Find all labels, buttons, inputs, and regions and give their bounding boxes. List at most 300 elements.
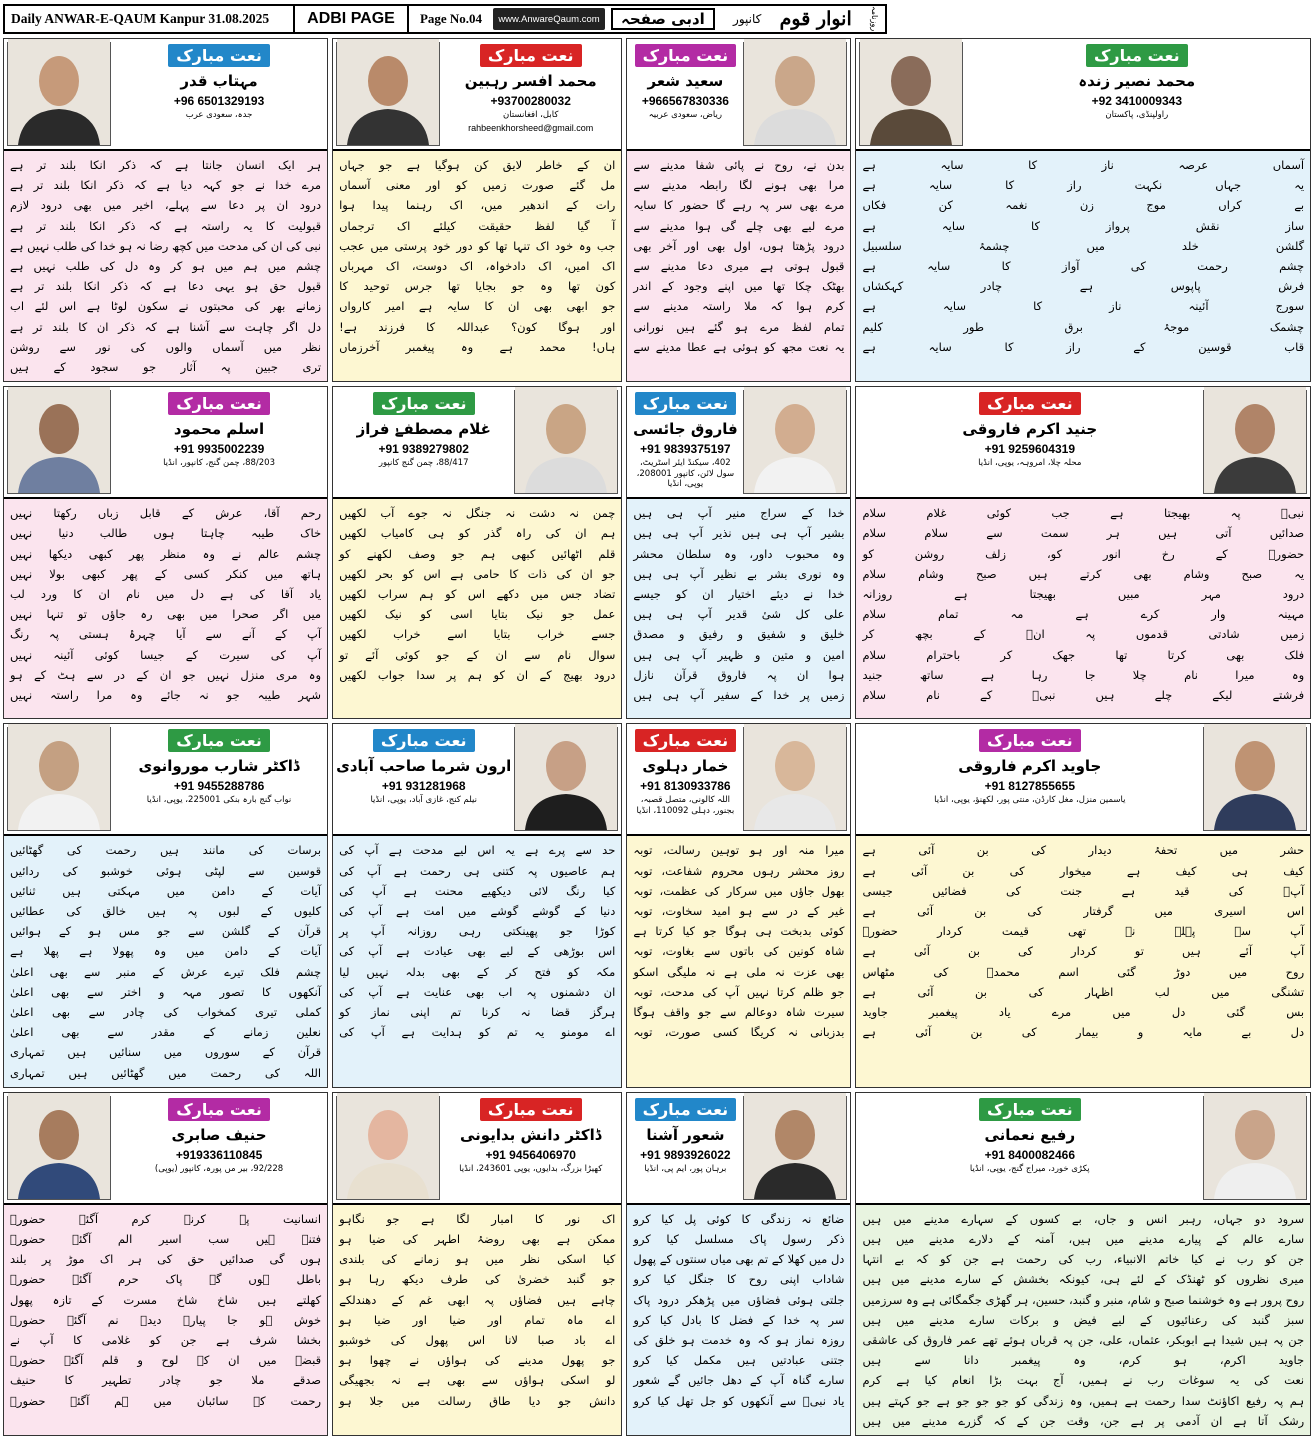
verse-line: مرا بھی ہونے لگا رابطہ مدینے سے <box>633 178 845 193</box>
poet-address: 92/228، بیر مں پورہ، کانپور (یوپی) <box>154 1163 284 1174</box>
naat-card <box>855 723 1311 1087</box>
naat-mubarak-badge: نعت مبارک <box>168 1098 270 1121</box>
masthead-date-line: Daily ANWAR-E-QAUM Kanpur 31.08.2025 <box>5 6 295 32</box>
poet-phone: +91 9935002239 <box>173 442 265 457</box>
naat-verses <box>856 499 1310 718</box>
verse-line: قبول ہوتی ہے میری دعا مدینے سے <box>633 259 845 274</box>
verse-line: جتنی عبادتیں ہیں مکمل کیا کرو <box>633 1353 845 1368</box>
naat-mubarak-badge: نعت مبارک <box>635 392 737 415</box>
verse-line: جب وہ خود اک تنہا تھا کو دور خود پرستی میں عجب <box>339 238 616 253</box>
poet-name: محمد افسر رہبین <box>464 72 597 90</box>
poet-photo <box>7 1096 111 1200</box>
verse-line: جو گنبد خضریٰ کی طرف دیکھ رہا ہو <box>339 1272 616 1287</box>
poet-info <box>859 390 1200 494</box>
verse-line: شاہ کونین کی باتوں سے بغاوت، توبہ <box>633 944 845 959</box>
naat-verses <box>333 836 621 1086</box>
card-header <box>4 387 327 499</box>
verse-line: آپ کے آنے سے آیا چہرۂ ہستی پہ رنگ <box>10 627 322 642</box>
verse-line: لو اسکی ہواؤں سے بھی ہے نہ بجھیگی <box>339 1373 616 1388</box>
poet-photo <box>336 1096 440 1200</box>
masthead <box>3 4 887 34</box>
verse-line: قبضے میں ان کے لوح و قلم آگئے حضورؐ <box>10 1353 322 1368</box>
verse-line: غیر کے در سے ہو امید سخاوت، توبہ <box>633 903 845 918</box>
verse-line: بدن نے، روح نے پائی شفا مدینے سے <box>633 158 845 172</box>
masthead-urdu-block <box>605 6 885 31</box>
card-header <box>333 39 621 151</box>
verse-line: یہ نعت مجھ کو ہوئی ہے عطا مدینے سے <box>633 339 845 354</box>
verse-line: قبولیت کا یہ راستہ ہے کہ ذکر انکا بلند تر ہے <box>10 218 322 233</box>
naat-card <box>332 386 622 719</box>
verse-line: ہاتھ میں کنکر کسی کے پھر کبھی بولا نہیں <box>10 566 322 581</box>
verse-line: آپؐ کی قید ہے جنت کی فضائیں جیسی <box>862 883 1305 898</box>
verse-line: قبول حق ہو یہی دعا ہے کہ ذکر انکا بلند تر ہے <box>10 279 322 294</box>
verse-line: گلشن خلد میں چشمۂ سلسبیل <box>862 238 1305 253</box>
verse-line: ان کے خاطر لایق کن ہوگیا ہے جو جہاں <box>339 158 616 172</box>
card-header <box>856 39 1310 151</box>
poet-phone: +919336110845 <box>175 1147 263 1162</box>
verse-line: درود بھیج کے ان کو ہم پر سدا جواب لکھیں <box>339 667 616 682</box>
card-header <box>4 1093 327 1205</box>
verse-line: بشیر آپ ہی ہیں نذیر آپ ہی ہیں <box>633 526 845 541</box>
poet-portrait-icon <box>1204 724 1306 830</box>
naat-mubarak-badge: نعت مبارک <box>168 392 270 415</box>
verse-line: نعت کی یہ سوغات رب نے ہمیں، آج بہت بڑا انعام کیا ہے کرم <box>862 1373 1305 1388</box>
poet-portrait-icon <box>1204 387 1306 493</box>
naat-verses <box>4 151 327 381</box>
verse-line: نبی کی ان کی مدحت میں کچھ رضا نہ ہو خدا کی طلب نہیں ہے <box>10 238 322 253</box>
verse-line: اے باد صبا لانا اس پھول کی خوشبو <box>339 1332 616 1347</box>
verse-line: قرآن کے گلشن سے جو مس ہو کے ہوائیں <box>10 924 322 939</box>
verse-line: خوش ہو جا پیارے دیدہ نم آگئے حضورؐ <box>10 1312 322 1327</box>
verse-line: یہ جہاں نکہت راز کا سایہ ہے <box>862 178 1305 193</box>
poet-address: کابل، افغانستان <box>503 110 559 120</box>
poet-name: اسلم محمود <box>173 420 265 439</box>
verse-line: زمانے بھر کی محبتوں نے سکون لوٹا ہے اس لئے اب <box>10 299 322 314</box>
naat-mubarak-badge: نعت مبارک <box>480 44 582 67</box>
poet-photo <box>514 390 618 494</box>
poet-phone: +96 6501329193 <box>173 94 265 108</box>
verse-line: رشک آتا ہے ان آدمی پر ہے جن، وقت جن کے کہ گزرے مدینے میں ہیں <box>862 1413 1305 1428</box>
poet-info <box>859 727 1200 831</box>
poet-info <box>630 42 740 146</box>
verse-line: کیا اسکی نظر میں ہو زمانے کی بلندی <box>339 1252 616 1267</box>
naat-mubarak-badge: نعت مبارک <box>373 392 475 415</box>
verse-line: حشر میں تحفۂ دیدار کی بن آئی ہے <box>862 843 1305 858</box>
verse-line: بھی عزت نہ ملی ہے نہ ملیگی اسکو <box>633 964 845 979</box>
verse-line: دل اگر چاہت سے آشنا ہے کہ ذکر ان کا بلند تر ہے <box>10 319 322 334</box>
naat-verses <box>4 836 327 1086</box>
poet-name: ڈاکٹر دانش بدایونی <box>460 1125 602 1144</box>
poet-phone: +91 9389279802 <box>378 442 469 457</box>
poet-phone: +91 8130933786 <box>640 779 731 794</box>
poet-photo <box>859 42 963 146</box>
card-header <box>333 387 621 499</box>
verse-line: کیف ہی کیف ہے میخوار کی بن آئی ہے <box>862 863 1305 878</box>
poet-address: نواب گنج بارہ بنکی 225001، یوپی، انڈیا <box>146 795 292 806</box>
verse-line: ہر ایک انسان جانتا ہے کہ ذکر انکا بلند تر ہے <box>10 158 322 172</box>
verse-line: دانش جو دیا طاق رسالت میں جلا ہو <box>339 1393 616 1408</box>
poet-name: سعید شعر <box>647 72 724 90</box>
verse-line: آیات کے دامن میں وہ پھولا ہے پھلا ہے <box>10 944 322 959</box>
naat-card <box>3 1092 328 1436</box>
verse-line: ضائع نہ زندگی کا کوئی پل کیا کرو <box>633 1211 845 1226</box>
verse-line: فرشتے لیکے چلے ہیں نبیؐ کے نام سلام <box>862 688 1305 703</box>
verse-line: اس اسیری میں گرفتار کی بن آئی ہے <box>862 903 1305 918</box>
poet-name: شعور آشنا <box>646 1125 725 1144</box>
card-header <box>856 387 1310 499</box>
verse-line: عمل جو نیک بتایا اسی کو نیک لکھیں <box>339 607 616 622</box>
verse-line: سارے عالم کے پیارے مدینے میں ہیں، آمنہ کے دلارے مدینے میں ہیں <box>862 1231 1305 1246</box>
verse-line: کوئی بدبخت ہی ہوگا جو کیا کرتا ہے <box>633 924 845 939</box>
poet-info <box>443 1096 618 1200</box>
poet-photo <box>7 727 111 831</box>
verse-line: جو ابھی بھی ان کا سایہ ہے امیر کارواں <box>339 299 616 314</box>
verse-line: یہ صبح وشام بھی کرتے ہیں صبح وشام سلام <box>862 566 1305 581</box>
verse-line: کون تھا وہ جو بجایا تھا جرس توحید کا <box>339 279 616 294</box>
verse-line: علی کل شیٔ قدیر آپ ہی ہیں <box>633 607 845 622</box>
verse-line: کوڑا جو پھینکتی رہی روزانہ آپ پر <box>339 924 616 939</box>
verse-line: رحم آقا، عرش کے قابل زباں رکھتا نہیں <box>10 506 322 521</box>
verse-line: روح پرور ہے وہ خوشنما صبح و شام، منبر و گنبد، حسین، ہر گھڑی جگمگائی ہے وہ سرزمیں <box>862 1292 1305 1307</box>
naat-verses <box>4 1205 327 1435</box>
naat-verses <box>856 151 1310 381</box>
naat-verses <box>627 151 850 381</box>
verse-line: دل بے مایہ و بیمار کی بن آئی ہے <box>862 1025 1305 1040</box>
verse-line: قوسین سے لپٹی ہوئی خوشبو کی ردائیں <box>10 863 322 878</box>
verse-line: بھول جاؤں میں سرکار کی عظمت، توبہ <box>633 883 845 898</box>
naat-card <box>332 723 622 1087</box>
poet-photo <box>743 390 847 494</box>
verse-line: ہاں! محمد ہے وہ پیغمبر آخرزماں <box>339 339 616 354</box>
verse-line: مل گئے صورت زمیں کو اور معنی آسماں <box>339 178 616 193</box>
naat-verses <box>4 499 327 718</box>
naat-card <box>332 1092 622 1436</box>
verse-line: حد سے پرے ہے یہ اس لیے مدحت ہے آپ کی <box>339 843 616 858</box>
verse-line: مرے لیے بھی چلے گی ہوا مدینے سے <box>633 218 845 233</box>
poet-info <box>114 1096 324 1200</box>
verse-line: اک امیں، اک دادخواہ، اک دوست، اک مہرباں <box>339 259 616 274</box>
verse-line: جن پہ ہیں شیدا ہے ابوبکر، عثماں، علی، جن پہ قرباں ہوئے تھے عمر فاروق کی عاشقی <box>862 1332 1305 1347</box>
verse-line: دل میں کھلا کے تم بھی میاں سنتوں کے پھول <box>633 1252 845 1267</box>
card-header <box>627 39 850 151</box>
verse-line: ممکن ہے بھی روضۂ اطہر کی ضیا ہو <box>339 1231 616 1246</box>
verse-line: ساز نقش پرواز کا سایہ ہے <box>862 218 1305 233</box>
verse-line: فرش پاپوس ہے چادر کہکشاں <box>862 279 1305 294</box>
poet-name: محمد نصیر زندہ <box>1078 72 1196 90</box>
card-header <box>627 387 850 499</box>
poet-address: 88/203، چمن گنج، کانپور، انڈیا <box>163 458 275 469</box>
card-header <box>856 724 1310 836</box>
poet-address: 88/417، چمن گنج کانپور <box>378 458 469 469</box>
poet-phone: +91 9456406970 <box>485 1147 576 1162</box>
masthead-adbi-page: ADBI PAGE <box>295 6 409 32</box>
verse-line: اے ماہ تمام اور ضیا اور ضیا ہو <box>339 1312 616 1327</box>
verse-line: آیات کے دامن میں مہکتی ہیں ثنائیں <box>10 883 322 898</box>
verse-line: خدا نے دیئے اختیار ان کو جیسے <box>633 587 845 602</box>
verse-line: روز محشر رہوں محروم شفاعت، توبہ <box>633 863 845 878</box>
poet-address: ریاض، سعودی عربیہ <box>648 110 722 120</box>
poet-name: خمار دہلوی <box>642 757 729 776</box>
verse-line: اے مومنو یہ تم کو ہدایت ہے آپ کی <box>339 1025 616 1040</box>
verse-line: میرا منہ اور ہو توہین رسالت، توبہ <box>633 843 845 858</box>
verse-line: زمیں پر خدا کے سفیر آپ ہی ہیں <box>633 688 845 703</box>
verse-line: سوال نام سے ان کے جو کوئی آئے تو <box>339 647 616 662</box>
verse-line: کلیوں کے لبوں پہ ہیں خالق کی عطائیں <box>10 903 322 918</box>
poet-portrait-icon <box>515 387 617 493</box>
verse-line: جو ان کی ذات کا حامی ہے اس کو بحر لکھیں <box>339 566 616 581</box>
naat-mubarak-badge: نعت مبارک <box>635 44 737 67</box>
verse-line: یاد نبیؐ سے آنکھوں کو جل تھل کیا کرو <box>633 1393 845 1408</box>
verse-line: آنکھوں کا تصور مہہ و اختر سے بھی اعلیٰ <box>10 984 322 999</box>
verse-line: مرے خدا نے جو کہہ دیا ہے کہ ذکر انکا بلند تر ہے <box>10 178 322 193</box>
card-header <box>333 1093 621 1205</box>
masthead-urdu-title: انوار قوم <box>779 7 852 30</box>
poet-address: یاسمین منزل، مغل کارڈن، منتی پور، لکھنؤ، یوپی، انڈیا <box>934 795 1126 806</box>
verse-line: تضاد جس میں دکھے اس کو ہم سراب لکھیں <box>339 587 616 602</box>
verse-line: اک نور کا امبار لگا ہے جو نگاہو <box>339 1211 616 1226</box>
verse-line: شاداب اپنی روح کا جنگل کیا کرو <box>633 1272 845 1287</box>
naat-card <box>626 723 851 1087</box>
verse-line: ان دشمنوں پہ اب بھی عنایت ہے آپ کی <box>339 984 616 999</box>
poet-phone: +91 9839375197 <box>640 442 731 457</box>
verse-line: درود پڑھتا ہوں، اول بھی اور آخر بھی <box>633 238 845 253</box>
poet-phone: +91 931281968 <box>381 779 466 794</box>
verse-line: فتنے ہیں سب اسیر الم آگئے حضورؐ <box>10 1231 322 1246</box>
poet-info <box>114 727 324 831</box>
poet-address: پکڑی خورد، میراج گنج، یوپی، انڈیا <box>969 1163 1090 1174</box>
verse-line: تری جبین پہ آثار جو سجود کے ہیں <box>10 360 322 375</box>
verse-line: کیا رنگ لائی دیکھیے محنت ہے آپ کی <box>339 883 616 898</box>
verse-line: سیرت شاہ دوعالم سے جو واقف ہوگا <box>633 1004 845 1019</box>
poet-info <box>114 42 324 146</box>
naat-mubarak-badge: نعت مبارک <box>979 392 1081 415</box>
verse-line: سورج آئینہ ناز کا سایہ ہے <box>862 299 1305 314</box>
verse-line: بدزبانی نہ کریگا کسی صورت، توبہ <box>633 1025 845 1040</box>
poet-info <box>336 390 511 494</box>
card-header <box>627 724 850 836</box>
naat-mubarak-badge: نعت مبارک <box>168 729 270 752</box>
verse-line: حضورؐ کے رخ انور کو، زلف روشن کو <box>862 546 1305 561</box>
naat-verses <box>856 836 1310 1086</box>
naat-verses <box>333 151 621 381</box>
poet-portrait-icon <box>744 39 846 145</box>
verse-line: نعلین زمانے کے مقدر سے بھی اعلیٰ <box>10 1025 322 1040</box>
naat-card <box>855 1092 1311 1436</box>
poet-info <box>630 727 740 831</box>
poet-portrait-icon <box>744 724 846 830</box>
poet-name: غلام مصطفےٰ فراز <box>356 420 491 439</box>
verse-line: چشم فلک تیرے عرش کے منبر سے بھی اعلیٰ <box>10 964 322 979</box>
verse-line: نبیؐ پہ بھیجتا ہے جب کوئی غلام سلام <box>862 506 1305 521</box>
verse-line: میں اگر صحرا میں بھی رہ جاؤں تو تنہا نہیں <box>10 607 322 622</box>
poet-address: محلہ چلا، امروہہ، یوپی، انڈیا <box>978 458 1082 469</box>
verse-line: بس گئی دل میں مرے یاد پیغمبر جاوید <box>862 1004 1305 1019</box>
verse-line: یاد آقا کی ہے دل میں نام ان کا ورد لب <box>10 587 322 602</box>
poet-photo <box>514 727 618 831</box>
poet-name: حنیف صابری <box>171 1125 267 1144</box>
verse-line: قرآن کے سوروں میں سنائیں ہیں تمہاری <box>10 1045 322 1060</box>
poet-name: جاوید اکرم فاروقی <box>958 757 1102 776</box>
poet-name: رفیع نعمانی <box>984 1125 1076 1144</box>
verse-line: جو ظلم کرتا نہیں آپ کی مدحت، توبہ <box>633 984 845 999</box>
verse-line: درود مہر مبیں بھیجتا ہے روزانہ <box>862 587 1305 602</box>
poet-phone: +91 9455288786 <box>173 779 265 794</box>
naat-card <box>626 1092 851 1436</box>
verse-line: بخشا شرف ہے جن کو غلامی کا آپ نے <box>10 1332 322 1347</box>
verse-line: ہوں گی صدائیں حق کی ہر اک موڑ پر بلند <box>10 1252 322 1267</box>
verse-line: جسے خراب بتایا اسے خراب لکھیں <box>339 627 616 642</box>
verse-line: آ گیا لفظ حقیقت کیلئے اک ترجماں <box>339 218 616 233</box>
verse-line: چمن نہ دشت نہ جنگل نہ جوے آب لکھیں <box>339 506 616 521</box>
naat-card <box>3 723 328 1087</box>
poet-photo <box>1203 727 1307 831</box>
verse-line: برسات کی مانند ہیں رحمت کی گھٹائیں <box>10 843 322 858</box>
verse-line: آپ آئے ہیں تو کردار کی بن آئی ہے <box>862 944 1305 959</box>
poet-portrait-icon <box>8 39 110 145</box>
verse-line: آسماں عرصہ ناز کا سایہ ہے <box>862 158 1305 172</box>
verse-line: وہ میرا نام چلا جا رہا ہے ساتھ جنید <box>862 667 1305 682</box>
naat-mubarak-badge: نعت مبارک <box>979 729 1081 752</box>
verse-line: چشمک موجۂ برق طور کلیم <box>862 319 1305 334</box>
poet-name: ارون شرما صاحب آبادی <box>336 757 512 776</box>
verse-line: شہر طیبہ جو نہ جائے وہ مرا راستہ نہیں <box>10 688 322 703</box>
poet-photo <box>743 42 847 146</box>
verse-line: خاک طیبہ چاہتا ہوں طالب دنیا نہیں <box>10 526 322 541</box>
verse-line: ہرگز قضا نہ کرنا تم اپنی نماز کو <box>339 1004 616 1019</box>
verse-line: بے کراں موج زن نغمہ کن فکاں <box>862 198 1305 213</box>
verse-line: تمام لفظ مرے ہو گئے ہیں نورانی <box>633 319 845 334</box>
verse-line: مکہ کو فتح کر کے بھی بدلہ نہیں لیا <box>339 964 616 979</box>
naat-card <box>3 38 328 382</box>
verse-line: میری نظروں کو ٹھنڈک کے لئے ہی، کیونکہ بخشش کے سارے مدینے میں ہیں <box>862 1272 1305 1287</box>
poet-address: برہان پور، ایم پی، انڈیا <box>644 1163 727 1174</box>
poet-portrait-icon <box>8 1093 110 1199</box>
poet-email[interactable]: rahbeenkhorsheed@gmail.com <box>468 122 594 133</box>
naat-card <box>855 38 1311 382</box>
verse-line: جو پھول مدینے کی ہواؤں نے چھوا ہو <box>339 1353 616 1368</box>
poet-phone: +91 8127855655 <box>984 779 1075 794</box>
verse-line: کھلتے ہیں شاخ شاخ مسرت کے تازہ پھول <box>10 1292 322 1307</box>
verse-line: ہم پہ رفیع اکاؤنٹ سدا رحمت ہے ہمیں، وہ زندگی کو جو جو جو ہے جو کہتے ہیں <box>862 1393 1305 1408</box>
naat-card <box>626 386 851 719</box>
verse-line: آپ سے پہلے نہ تھی قیمت کردار حضورؐ <box>862 924 1305 939</box>
poet-portrait-icon <box>860 39 962 145</box>
verse-line: آپ کی سیرت کے جیسا کوئی آئینہ نہیں <box>10 647 322 662</box>
naat-verses <box>856 1205 1310 1435</box>
verse-line: چشم رحمت کی آواز کا سایہ ہے <box>862 259 1305 274</box>
poet-phone: +966567830336 <box>641 94 729 108</box>
verse-line: انسانیت پہ کرنے کرم آگئے حضورؐ <box>10 1211 322 1226</box>
poet-address: نیلم کنج، غازی آباد، یوپی، انڈیا <box>370 795 477 806</box>
naat-card <box>626 38 851 382</box>
poet-address: جدہ، سعودی عرب <box>185 110 253 120</box>
poet-photo <box>336 42 440 146</box>
poet-portrait-icon <box>744 387 846 493</box>
naat-mubarak-badge: نعت مبارک <box>373 729 475 752</box>
masthead-urdu-section: ادبی صفحہ <box>611 8 715 30</box>
card-header <box>4 39 327 151</box>
poet-portrait-icon <box>744 1093 846 1199</box>
poet-info <box>443 42 618 146</box>
naat-mubarak-badge: نعت مبارک <box>480 1098 582 1121</box>
verse-line: صدقے ملا جو چادر تطہیر کا حنیف <box>10 1373 322 1388</box>
verse-line: سارے گناہ آپ کے دھل جائیں گے شعور <box>633 1373 845 1388</box>
poet-portrait-icon <box>337 39 439 145</box>
poet-photo <box>1203 1096 1307 1200</box>
verse-line: وہ مری منزل نہیں جو ان کے در سے ہٹ کے ہو <box>10 667 322 682</box>
verse-line: سر پہ خدا کے فضل کا بادل کیا کرو <box>633 1312 845 1327</box>
verse-line: سرود دو جہاں، رہبر انس و جاں، بے کسوں کے سہارے مدینے میں ہیں <box>862 1211 1305 1226</box>
poet-portrait-icon <box>515 724 617 830</box>
verse-line: ہوا ان پہ فاروق قرآن نازل <box>633 667 845 682</box>
naat-verses <box>627 836 850 1086</box>
naat-card <box>332 38 622 382</box>
naat-mubarak-badge: نعت مبارک <box>168 44 270 67</box>
verse-line: امین و متین و ظہیر آپ ہی ہیں <box>633 647 845 662</box>
naat-card <box>855 386 1311 719</box>
verse-line: زمیں شادتی قدموں پہ انؐ کے بچھ کر <box>862 627 1305 642</box>
naat-mubarak-badge: نعت مبارک <box>635 1098 737 1121</box>
verse-line: اور ہوگا کون؟ عبداللہ کا فرزند ہے! <box>339 319 616 334</box>
masthead-urdu-city: کانپور <box>733 11 762 26</box>
naat-verses <box>333 499 621 718</box>
naat-mubarak-badge: نعت مبارک <box>635 729 737 752</box>
poet-address: 402، سیکنڈ ایئر اسٹریٹ، سول لائن، کانپور 208001، یوپی، انڈیا <box>636 458 735 490</box>
naat-verses <box>627 1205 850 1435</box>
verse-line: خدا کے سراج منیر آپ ہی ہیں <box>633 506 845 521</box>
poet-photo <box>743 1096 847 1200</box>
verse-line: فلک بھی کرتا تھا جھک کر باحترام سلام <box>862 647 1305 662</box>
naat-verses <box>333 1205 621 1435</box>
verse-line: نظر میں آسماں والوں کی نور سے روشن <box>10 339 322 354</box>
verse-line: اللہ کی رحمت میں گھٹائیں ہیں تمہاری <box>10 1065 322 1080</box>
poet-name: فاروق جائسی <box>633 420 738 439</box>
poet-photo <box>743 727 847 831</box>
verse-line: جن کو رب نے کیا خاتم الانبیاء، رب کی رحمت ہے جن کو کہ بے انتہا <box>862 1252 1305 1267</box>
poet-address: راولپنڈی، پاکستان <box>1105 110 1169 120</box>
poet-photo <box>7 390 111 494</box>
verse-line: ہم عاصیوں پہ کتنی ہی رحمت ہے آپ کی <box>339 863 616 878</box>
naat-verses <box>627 499 850 718</box>
verse-line: ہم ان کی راہ گذر کو ہی کامیاب لکھیں <box>339 526 616 541</box>
poet-info <box>859 1096 1200 1200</box>
masthead-page-number: Page No.04 <box>419 11 483 26</box>
poet-portrait-icon <box>8 387 110 493</box>
verse-line: چشم میں ہم میں ہو کر وہ دل کی طلب نہیں ہے <box>10 259 322 274</box>
verse-line: روح میں دوڑ گئی اسم محمدؐ کی مٹھاس <box>862 964 1305 979</box>
poet-name: جنید اکرم فاروقی <box>962 420 1098 439</box>
poet-info <box>630 390 740 494</box>
verse-line: صدائیں آتی ہیں ہر سمت سے سلام سلام <box>862 526 1305 541</box>
verse-line: جلتی ہوئی فضاؤں میں پڑھکر درود پاک <box>633 1292 845 1307</box>
poet-phone: +91 8400082466 <box>984 1147 1075 1162</box>
poet-name: مہتاب قدر <box>180 72 258 90</box>
poet-phone: +91 9259604319 <box>984 442 1075 457</box>
verse-line: مہینہ وار کرے ہے مہ تمام سلام <box>862 607 1305 622</box>
poet-address: اللہ کالونی، متصل قصبہ، بجنور، دہلی 110092، انڈیا <box>636 795 735 816</box>
card-header <box>4 724 327 836</box>
masthead-website[interactable]: www.AnwareQaum.com <box>493 8 605 30</box>
verse-line: سبز گنبد کی رعنائیوں کے لیے فیض و برکات سارے مدینے میں ہیں <box>862 1312 1305 1327</box>
verse-line: بھٹک چکا تھا میں اپنے وجود کے اندر <box>633 279 845 294</box>
verse-line: رات کے اندھیر میں، اک رہنما پیدا ہوا <box>339 198 616 213</box>
poet-info <box>630 1096 740 1200</box>
verse-line: چاہے ہیں فضاؤں پہ ابھی غم کے دھندلکے <box>339 1292 616 1307</box>
naat-mubarak-badge: نعت مبارک <box>1086 44 1188 67</box>
verse-line: خلیق و شفیق و رفیق و مصدق <box>633 627 845 642</box>
poet-name: ڈاکٹر شارب موروانوی <box>138 757 300 776</box>
poet-portrait-icon <box>337 1093 439 1199</box>
